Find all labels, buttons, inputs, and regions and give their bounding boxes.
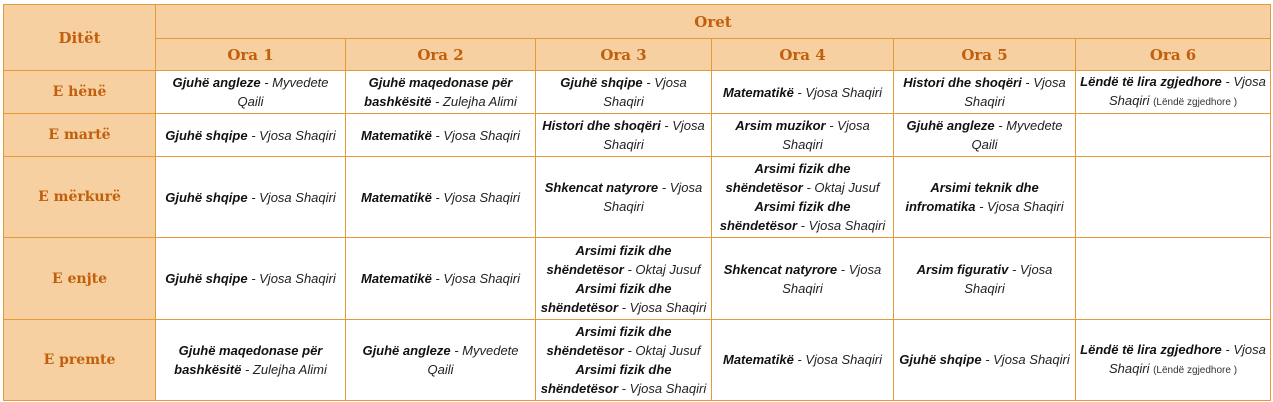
teacher-name: Vjosa Shaqiri (782, 261, 882, 296)
lesson-entry: Arsimi fizik dhe shëndetësor - Oktaj Jusuf (546, 323, 701, 358)
lesson-entry: Lëndë të lira zgjedhore - Vjosa Shaqiri (Lëndë zgjedhore ) (1080, 74, 1266, 109)
schedule-cell[interactable] (1076, 71, 1271, 114)
lesson-entry: Gjuhë angleze - Myvedete Qaili (172, 75, 329, 110)
schedule-cell[interactable] (712, 238, 894, 319)
lesson-entry: Gjuhë shqipe - Vjosa Shaqiri (560, 75, 687, 110)
lesson-entry: Lëndë të lira zgjedhore - Vjosa Shaqiri (Lëndë zgjedhore ) (1080, 341, 1266, 376)
lesson-entry: Matematikë - Vjosa Shaqiri (361, 127, 520, 143)
days-header: Ditët (4, 5, 156, 71)
teacher-name: Vjosa Shaqiri (993, 352, 1070, 368)
schedule-cell[interactable] (346, 319, 536, 400)
teacher-name: Oktaj Jusuf (814, 180, 880, 196)
subject-name: Matematikë (361, 127, 432, 143)
subject-name: Arsimi fizik dhe shëndetësor (540, 361, 672, 396)
lesson-entry: Gjuhë shqipe - Vjosa Shaqiri (165, 189, 336, 205)
subject-name: Shkencat natyrore (723, 261, 838, 277)
lesson-entry: Shkencat natyrore - Vjosa Shaqiri (723, 261, 882, 296)
teacher-name: Vjosa Shaqiri (629, 299, 707, 315)
lesson-entry: Gjuhë maqedonase për bashkësitë - Zulejha Alimi (174, 342, 327, 377)
schedule-cell (1076, 157, 1271, 238)
teacher-name: Vjosa Shaqiri (443, 189, 520, 205)
lesson-entry: Gjuhë maqedonase për bashkësitë - Zulejha Alimi (364, 75, 517, 110)
subject-name: Arsimi fizik dhe shëndetësor (546, 242, 672, 277)
schedule-cell[interactable] (156, 238, 346, 319)
period-header-1: Ora 1 (156, 39, 346, 71)
teacher-name: Vjosa Shaqiri (259, 127, 336, 143)
lesson-entry: Arsim muzikor - Vjosa Shaqiri (735, 118, 870, 153)
teacher-name: Myvedete Qaili (237, 75, 329, 110)
subject-name: Arsimi fizik dhe shëndetësor (546, 323, 672, 358)
lesson-entry: Arsimi fizik dhe shëndetësor - Vjosa Shaqiri (540, 280, 707, 315)
teacher-name: Vjosa Shaqiri (808, 218, 886, 234)
subject-name: Lëndë të lira zgjedhore (1080, 74, 1222, 90)
teacher-name: Vjosa Shaqiri (603, 118, 705, 153)
schedule-cell[interactable] (894, 114, 1076, 157)
subject-name: Arsim figurativ (916, 261, 1009, 277)
schedule-cell[interactable] (536, 238, 712, 319)
subject-name: Histori dhe shoqëri (903, 75, 1022, 91)
subject-name: Arsim muzikor (735, 118, 826, 134)
schedule-cell[interactable] (346, 114, 536, 157)
subject-name: Shkencat natyrore (544, 180, 659, 196)
teacher-name: Zulejha Alimi (442, 94, 517, 110)
schedule-cell[interactable] (712, 319, 894, 400)
subject-name: Arsimi fizik dhe shëndetësor (540, 280, 672, 315)
teacher-name: Vjosa Shaqiri (603, 75, 687, 110)
table-row (4, 71, 1271, 114)
schedule-cell[interactable] (894, 157, 1076, 238)
teacher-name: Oktaj Jusuf (635, 261, 701, 277)
period-header-4: Ora 4 (712, 39, 894, 71)
table-row (4, 319, 1271, 400)
subject-name: Arsimi fizik dhe shëndetësor (725, 161, 851, 196)
schedule-cell[interactable] (156, 114, 346, 157)
day-label: E hënë (4, 71, 156, 114)
lesson-entry: Gjuhë shqipe - Vjosa Shaqiri (899, 352, 1070, 368)
timetable (3, 4, 1271, 401)
table-row (4, 157, 1271, 238)
schedule-cell[interactable] (536, 71, 712, 114)
lesson-entry: Matematikë - Vjosa Shaqiri (723, 84, 882, 100)
day-label: E martë (4, 114, 156, 157)
lesson-entry: Gjuhë angleze - Myvedete Qaili (362, 342, 519, 377)
lesson-entry: Matematikë - Vjosa Shaqiri (723, 352, 882, 368)
timetable-body (4, 71, 1271, 401)
table-row (4, 238, 1271, 319)
period-header-row (4, 39, 1271, 71)
lesson-entry: Matematikë - Vjosa Shaqiri (361, 189, 520, 205)
subject-name: Arsimi teknik dhe infromatika (905, 180, 1039, 215)
lesson-entry: Arsimi fizik dhe shëndetësor - Oktaj Jusuf (546, 242, 701, 277)
lesson-entry: Arsimi fizik dhe shëndetësor - Oktaj Jusuf (725, 161, 880, 196)
teacher-name: Vjosa Shaqiri (259, 271, 336, 287)
subject-name: Gjuhë maqedonase për bashkësitë (174, 342, 323, 377)
lesson-entry: Arsimi fizik dhe shëndetësor - Vjosa Shaqiri (540, 361, 707, 396)
subject-name: Lëndë të lira zgjedhore (1080, 341, 1222, 357)
lesson-entry: Histori dhe shoqëri - Vjosa Shaqiri (542, 118, 705, 153)
schedule-cell[interactable] (894, 238, 1076, 319)
lesson-entry: Shkencat natyrore - Vjosa Shaqiri (544, 180, 703, 215)
day-label: E premte (4, 319, 156, 400)
teacher-name: Zulejha Alimi (252, 361, 327, 377)
period-header-6: Ora 6 (1076, 39, 1271, 71)
teacher-name: Vjosa Shaqiri (964, 261, 1053, 296)
day-label: E mërkurë (4, 157, 156, 238)
lesson-entry: Matematikë - Vjosa Shaqiri (361, 271, 520, 287)
elective-note: (Lëndë zgjedhore ) (1153, 97, 1238, 109)
teacher-name: Vjosa Shaqiri (603, 180, 703, 215)
teacher-name: Vjosa Shaqiri (259, 189, 336, 205)
schedule-cell[interactable] (536, 157, 712, 238)
period-header-3: Ora 3 (536, 39, 712, 71)
subject-name: Matematikë (723, 352, 794, 368)
lesson-entry: Histori dhe shoqëri - Vjosa Shaqiri (903, 75, 1066, 110)
schedule-cell[interactable] (346, 71, 536, 114)
lesson-entry: Gjuhë shqipe - Vjosa Shaqiri (165, 271, 336, 287)
subject-name: Matematikë (361, 189, 432, 205)
teacher-name: Vjosa Shaqiri (443, 271, 520, 287)
schedule-cell[interactable] (712, 71, 894, 114)
lesson-entry: Arsim figurativ - Vjosa Shaqiri (916, 261, 1053, 296)
subject-name: Gjuhë angleze (172, 75, 261, 91)
teacher-name: Myvedete Qaili (971, 118, 1063, 153)
schedule-cell[interactable] (156, 319, 346, 400)
period-header-5: Ora 5 (894, 39, 1076, 71)
schedule-cell (1076, 238, 1271, 319)
teacher-name: Vjosa Shaqiri (1109, 341, 1266, 376)
schedule-cell[interactable] (536, 114, 712, 157)
teacher-name: Vjosa Shaqiri (805, 352, 882, 368)
schedule-cell[interactable] (536, 319, 712, 400)
schedule-cell[interactable] (894, 71, 1076, 114)
teacher-name: Vjosa Shaqiri (805, 84, 882, 100)
table-row (4, 114, 1271, 157)
subject-name: Gjuhë shqipe (165, 127, 248, 143)
schedule-cell[interactable] (346, 157, 536, 238)
teacher-name: Myvedete Qaili (427, 342, 519, 377)
elective-note: (Lëndë zgjedhore ) (1153, 364, 1238, 376)
teacher-name: Vjosa Shaqiri (964, 75, 1066, 110)
lesson-entry: Arsimi teknik dhe infromatika - Vjosa Shaqiri (905, 180, 1064, 215)
teacher-name: Vjosa Shaqiri (629, 380, 707, 396)
teacher-name: Oktaj Jusuf (635, 342, 701, 358)
period-header-2: Ora 2 (346, 39, 536, 71)
schedule-cell[interactable] (712, 114, 894, 157)
lesson-entry: Gjuhë angleze - Myvedete Qaili (906, 118, 1063, 153)
schedule-cell[interactable] (346, 238, 536, 319)
subject-name: Matematikë (361, 271, 432, 287)
subject-name: Gjuhë shqipe (899, 352, 982, 368)
subject-name: Histori dhe shoqëri (542, 118, 661, 134)
schedule-cell (1076, 114, 1271, 157)
subject-name: Gjuhë shqipe (165, 271, 248, 287)
schedule-cell[interactable] (156, 71, 346, 114)
schedule-cell[interactable] (712, 157, 894, 238)
subject-name: Arsimi fizik dhe shëndetësor (719, 199, 851, 234)
subject-name: Matematikë (723, 84, 794, 100)
lesson-entry: Gjuhë shqipe - Vjosa Shaqiri (165, 127, 336, 143)
schedule-cell[interactable] (894, 319, 1076, 400)
hours-header: Oret (156, 5, 1271, 39)
lesson-entry: Arsimi fizik dhe shëndetësor - Vjosa Shaqiri (719, 199, 886, 234)
schedule-cell[interactable] (1076, 319, 1271, 400)
subject-name: Gjuhë angleze (906, 118, 995, 134)
teacher-name: Vjosa Shaqiri (782, 118, 870, 153)
teacher-name: Vjosa Shaqiri (1109, 74, 1266, 109)
schedule-cell[interactable] (156, 157, 346, 238)
subject-name: Gjuhë shqipe (165, 189, 248, 205)
subject-name: Gjuhë shqipe (560, 75, 643, 91)
subject-name: Gjuhë maqedonase për bashkësitë (364, 75, 513, 110)
teacher-name: Vjosa Shaqiri (443, 127, 520, 143)
teacher-name: Vjosa Shaqiri (987, 199, 1064, 215)
subject-name: Gjuhë angleze (362, 342, 451, 358)
day-label: E enjte (4, 238, 156, 319)
